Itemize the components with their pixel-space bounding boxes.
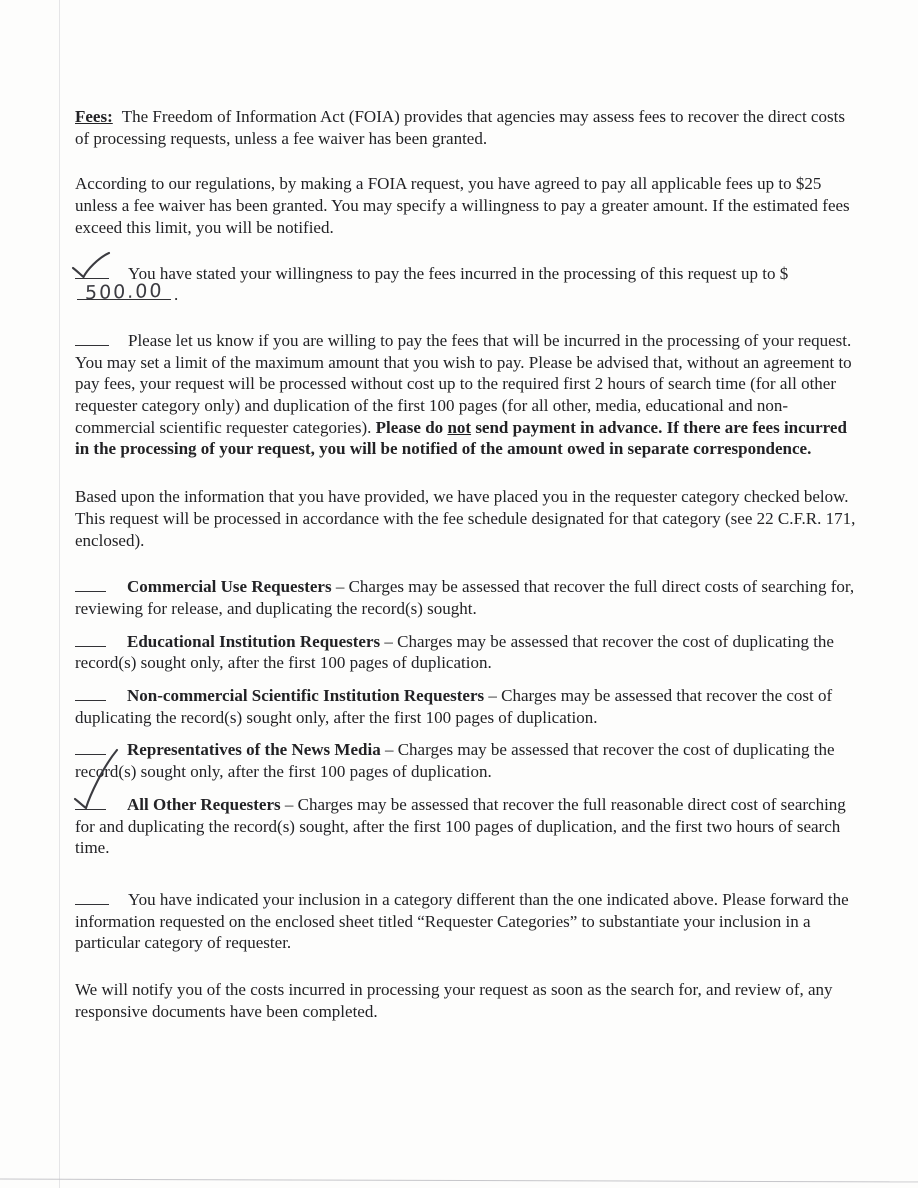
checkbox-blank-news-media — [75, 741, 106, 755]
fees-intro-text: The Freedom of Information Act (FOIA) provides that agencies may assess fees to recover the direct costs of processing requests, unless a fee waiver has been granted. — [75, 107, 845, 148]
bold-underlined-not: not — [447, 417, 472, 437]
different-category-text: You have indicated your inclusion in a category different than the one indicated above. Please forward the information requested on the enclosed sheet titled “Requester Categories” to substantiate your inclusion in a particular category of requester. — [75, 889, 849, 953]
option-ask-willingness — [75, 330, 857, 460]
checkbox-blank-different-category — [75, 891, 109, 905]
category-all-other — [75, 794, 857, 859]
category-name: Non-commercial Scientific Institution Requesters — [127, 686, 485, 706]
checkbox-blank-noncommercial — [75, 687, 106, 701]
regulations-paragraph: According to our regulations, by making a FOIA request, you have agreed to pay all applicable fees up to $25 unless a fee waiver has been granted. You may specify a willingness to pay a greater amount. If the estimated fees exceed this limit, you will be notified. — [75, 174, 850, 237]
checkbox-blank-all-other — [75, 796, 106, 810]
category-educational — [75, 631, 857, 674]
category-description: – Charges may be assessed that recover the full direct costs of searching for, reviewing for release, and duplicating the record(s) sought. — [75, 577, 855, 618]
fees-heading: Fees: — [75, 107, 113, 126]
handwritten-amount: 500.00 — [84, 280, 164, 305]
category-commercial — [75, 576, 857, 619]
category-noncommercial-scientific — [75, 685, 857, 728]
bold-text-after: send payment in advance. If there are fees incurred in the processing of your request, you will be notified of the amount owed in separate correspondence. — [75, 417, 847, 459]
category-description: – Charges may be assessed that recover the full reasonable direct cost of searching for and duplicating the record(s) sought, after the first 100 pages of duplication, and the first two hours of search time. — [75, 794, 846, 858]
handwritten-checkmark-icon — [70, 251, 112, 281]
option-willingness-stated — [75, 263, 857, 306]
category-name: All Other Requesters — [127, 794, 281, 814]
fee-amount-blank — [77, 280, 171, 305]
category-name: Commercial Use Requesters — [127, 577, 332, 597]
checkbox-blank-commercial — [75, 578, 106, 592]
closing-paragraph: We will notify you of the costs incurred in processing your request as soon as the search for, and review of, any responsive documents have been completed. — [75, 980, 833, 1021]
scan-artifact-bottom-line — [0, 1179, 918, 1183]
category-name: Educational Institution Requesters — [127, 631, 381, 651]
category-description: – Charges may be assessed that recover the cost of duplicating the record(s) sought only, after the first 100 pages of duplication. — [75, 686, 833, 727]
checkbox-blank-ask-willingness — [75, 332, 109, 346]
ask-willingness-text: Please let us know if you are willing to pay the fees that will be incurred in the processing of your request. You may set a limit of the maximum amount that you wish to pay. Please be advised that, without an agreement to pay fees, your request will be processed without cost up to the required first 2 hours of search time (for all other requester category only) and duplication of the first 100 pages (for all other, media, educational and non-commercial scientific requester categories). — [75, 330, 852, 437]
checkbox-blank-willingness — [75, 265, 109, 279]
willingness-suffix: . — [174, 285, 179, 305]
letter-body — [75, 106, 857, 1023]
fees-intro-paragraph — [75, 106, 857, 149]
scan-artifact-vertical-line — [59, 0, 60, 1188]
bold-text-before: Please do — [375, 417, 448, 437]
willingness-text: You have stated your willingness to pay the fees incurred in the processing of this request up to $ — [128, 263, 789, 283]
checkbox-blank-educational — [75, 633, 106, 647]
category-news-media — [75, 739, 857, 782]
option-different-category — [75, 889, 857, 954]
category-description: – Charges may be assessed that recover the cost of duplicating the record(s) sought only, after the first 100 pages of duplication. — [75, 631, 834, 673]
category-intro-paragraph: Based upon the information that you have provided, we have placed you in the requester category checked below. This request will be processed in accordance with the fee schedule designated for that category (see 22 C.F.R. 171, enclosed). — [75, 487, 856, 550]
category-name: Representatives of the News Media — [127, 740, 381, 760]
category-description: – Charges may be assessed that recover the cost of duplicating the record(s) sought only, after the first 100 pages of duplication. — [75, 740, 835, 782]
